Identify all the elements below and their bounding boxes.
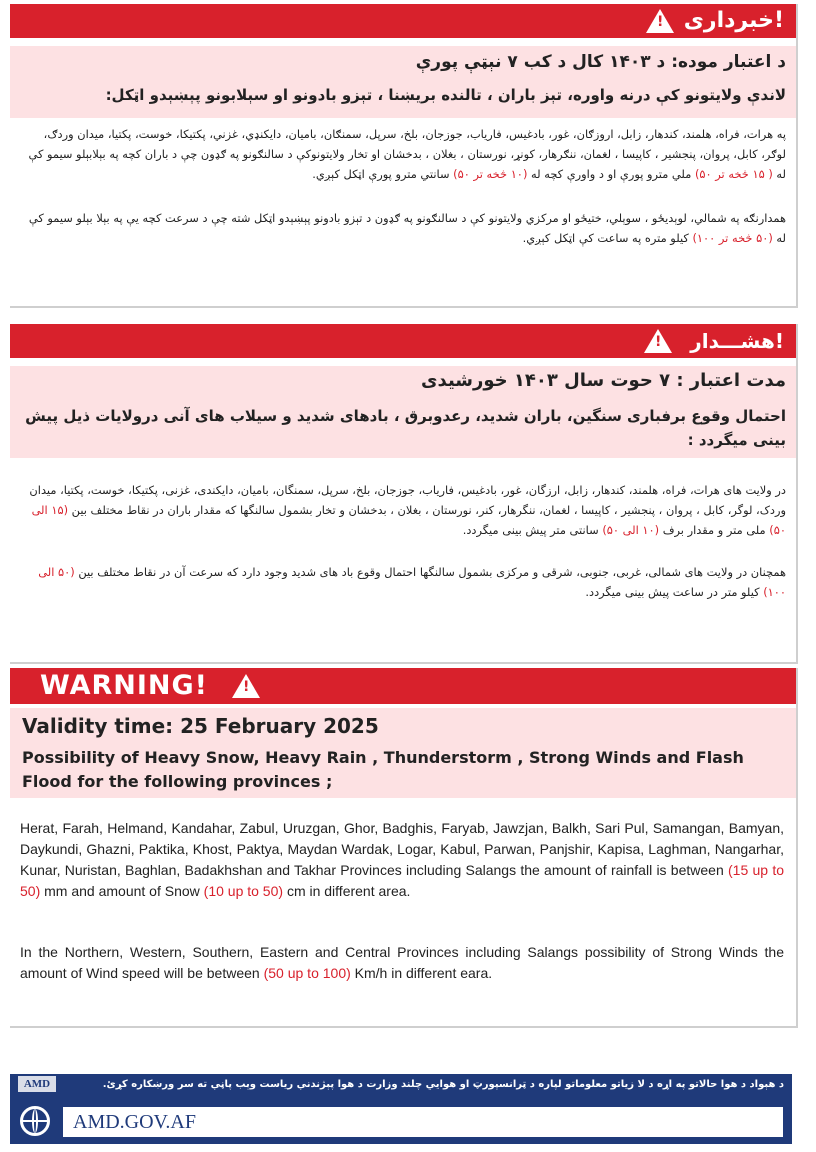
english-paragraph-2: In the Northern, Western, Southern, Eastern and Central Provinces including Salangs possibility of Strong Winds the amount of Wind speed will be between (50 up to 100) Km/h in different eara. bbox=[20, 944, 784, 981]
warning-triangle-icon: ! bbox=[646, 9, 674, 33]
website-url: AMD.GOV.AF bbox=[73, 1111, 196, 1133]
dari-header-title: هشـــدار! bbox=[690, 329, 784, 353]
footer-note: د هېواد د هوا حالاتو په اړه د لا زیاتو معلوماتو لپاره د ټرانسپورټ او هوايي چلند وزارت د هوا پېژندنې ریاست وېب پاڼې ته سر ورښکاره کړئ. bbox=[102, 1079, 784, 1090]
warning-triangle-icon: ! bbox=[232, 674, 260, 698]
english-header-bar bbox=[10, 668, 796, 704]
dari-warning-panel bbox=[10, 324, 798, 664]
dari-validity-text: مدت اعتبار : ۷ حوت سال ۱۴۰۳ خورشیدی bbox=[421, 370, 786, 391]
english-validity-box bbox=[10, 708, 796, 798]
english-paragraph-1: Herat, Farah, Helmand, Kandahar, Zabul, Uruzgan, Ghor, Badghis, Faryab, Jawzjan, Balkh, Sari Pul, Samangan, Bamyan, Daykundi, Ghazni, Paktika, Khost, Paktya, Maydan Wardak, Logar, Kabul, Parwan, Panjshir, Kapisa, Laghman, Nangarhar, Kunar, Nuristan, Baghlan, Badakhshan and Takhar Provinces including Salangs the amount of rainfall is between (15 up to 50) mm and amount of Snow (10 up to 50) cm in different area. bbox=[20, 820, 784, 899]
dari-paragraph-2: همچنان در ولایت های شمالی، غربی، جنوبی، شرقی و مرکزی بشمول سالنگها احتمال وقوع باد های شدید وجود دارد که سرعت آن در نقاط مختلف بین (۵۰ الی ۱۰۰) کیلو متر در ساعت پیش بینی میگردد. bbox=[38, 565, 786, 599]
footer-link-strip bbox=[10, 1100, 792, 1144]
footer-blue-bar bbox=[10, 1074, 792, 1100]
footer-logo: AMD bbox=[18, 1076, 56, 1092]
dari-headline: احتمال وقوع برفباری سنگین، باران شدید، رعدوبرق ، بادهای شدید و سیلاب های آنی درولایات ذیل پیش بینی میگردد : bbox=[25, 407, 786, 449]
footer bbox=[10, 1074, 792, 1144]
english-rain-range: (15 up to 50) bbox=[20, 862, 784, 899]
pashto-header-title: خبرداری! bbox=[683, 8, 784, 33]
english-snow-range: (10 up to 50) bbox=[203, 883, 284, 899]
pashto-rain-range: ( ۱۵ څخه تر ۵۰) bbox=[694, 167, 773, 181]
dari-header-bar bbox=[10, 324, 796, 358]
pashto-warning-panel bbox=[10, 4, 798, 308]
pashto-paragraph-2: همدارنګه په شمالي، لوېدیځو ، سوېلي، ختیځو او مرکزي ولایتونو کې د سالنګونو په ګډون د تېزو بادونو پېښېدو اټکل شته چې د سرعت کچه یې په بېلا بېلو سیمو کې له (۵۰ څخه تر ۱۰۰) کیلو متره په ساعت کې اټکل کېږي. bbox=[28, 211, 786, 245]
warning-triangle-icon: ! bbox=[644, 329, 672, 353]
pashto-headline: لاندې ولایتونو کې درنه واوره، تېز باران ، تالنده بریښنا ، تېزو بادونو او سېلابونو پېښېدو اټکل: bbox=[105, 86, 786, 104]
pashto-snow-range: (۱۰ څخه تر ۵۰) bbox=[453, 167, 528, 181]
english-header-title: WARNING! bbox=[40, 670, 208, 701]
pashto-wind-range: (۵۰ څخه تر ۱۰۰) bbox=[692, 231, 773, 245]
pashto-header-bar bbox=[10, 4, 796, 38]
pashto-validity-box bbox=[10, 46, 796, 118]
globe-icon bbox=[20, 1106, 50, 1136]
dari-rain-range: (۱۵ الی ۵۰) bbox=[31, 503, 786, 537]
dari-snow-range: (۱۰ الی ۵۰) bbox=[602, 523, 660, 537]
english-validity-text: Validity time: 25 February 2025 bbox=[22, 714, 379, 738]
pashto-validity-text: د اعتبار موده: د ۱۴۰۳ کال د کب ۷ نېټې پورې bbox=[415, 52, 786, 72]
english-warning-panel bbox=[10, 668, 798, 1028]
english-wind-range: (50 up to 100) bbox=[263, 965, 351, 981]
website-link[interactable] bbox=[62, 1106, 784, 1138]
pashto-paragraph-1: په هرات، فراه، هلمند، کندهار، زابل، اروزګان، غور، بادغیس، فاریاب، جوزجان، بلخ، سرپل، سمنګان، بامیان، دایکنډي، غزني، پکتیکا، خوست، پکتیا، میدان وردګ، لوګر، کابل، پروان، پنجشیر ، کاپیسا ، لغمان، ننګرهار، کونړ، نورستان ، بغلان ، بدخشان او تخار ولایتونوکې د سالنګونو په ګډون چې د باران کچه په بېلابېلو سیمو کې له ( ۱۵ څخه تر ۵۰) ملي مترو پورې او د واورې کچه له (۱۰ څخه تر ۵۰) سانتي مترو پورې اټکل کېږي. bbox=[28, 127, 786, 181]
dari-validity-box bbox=[10, 366, 796, 458]
dari-paragraph-1: در ولایت های هرات، فراه، هلمند، کندهار، زابل، ارزگان، غور، بادغیس، فاریاب، جوزجان، بلخ، سرپل، سمنگان، بامیان، دایکندی، غزنی، پکتیکا، خوست، پکتیا، میدان وردک، لوگر، کابل ، پروان ، پنجشیر ، کاپیسا ، لغمان، ننگرهار، کنر، نورستان ، بغلان ، بدخشان و تخار بشمول سالنگها که مقدار باران در نقاط مختلف بین (۱۵ الی ۵۰) ملی متر و مقدار برف (۱۰ الی ۵۰) سانتی متر پیش بینی میگردد. bbox=[29, 483, 786, 537]
dari-wind-range: (۵۰ الی ۱۰۰) bbox=[38, 565, 786, 599]
english-headline: Possibility of Heavy Snow, Heavy Rain , Thunderstorm , Strong Winds and Flash Flood for the following provinces ; bbox=[22, 748, 744, 791]
